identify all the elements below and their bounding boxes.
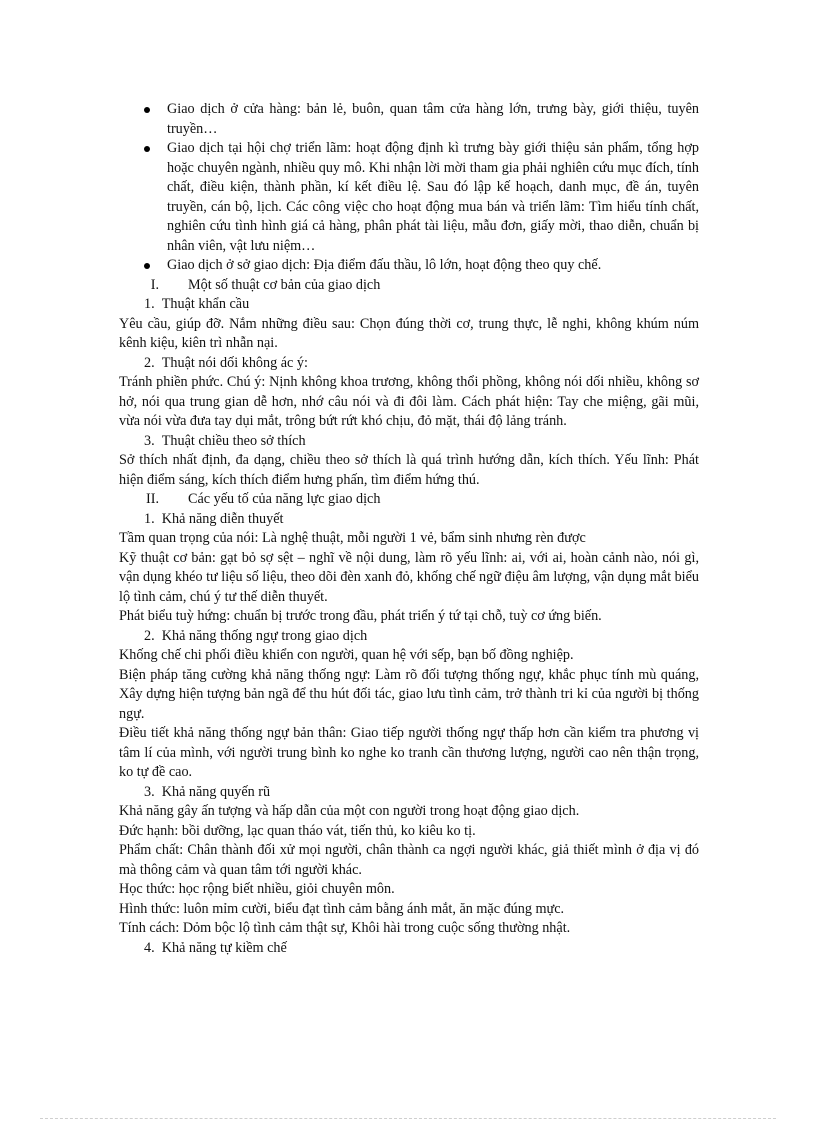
- paragraph: Học thức: học rộng biết nhiều, giỏi chuyên môn.: [119, 881, 395, 897]
- subheading: 1. Khả năng diễn thuyết: [144, 510, 284, 527]
- paragraph: Phẩm chất: Chân thành đối xử mọi người, chân thành ca ngợi người khác, giả thiết mình ở địa vị đó mà thông cảm và quan tâm tới người khác.: [119, 842, 699, 878]
- paragraph: Kỹ thuật cơ bản: gạt bỏ sợ sệt – nghĩ về nội dung, làm rõ yếu lĩnh: ai, với ai, hoàn cảnh nào, nói gì, vận dụng khéo tư liệu số liệu, theo dõi đèn xanh đỏ, khống chế ngữ điệu âm lượng, vận dụng mắt biểu lộ tình cảm, chú ý tư thế diễn thuyết.: [119, 549, 699, 605]
- section-number: I.: [150, 276, 159, 293]
- subheading: 1. Thuật khẩn cầu: [144, 296, 250, 312]
- paragraph: Khả năng gây ấn tượng và hấp dẫn của một con người trong hoạt động giao dịch.: [119, 803, 580, 819]
- section-title: Các yếu tố của năng lực giao dịch: [188, 491, 381, 507]
- paragraph: Yêu cầu, giúp đỡ. Nắm những điều sau: Chọn đúng thời cơ, trung thực, lễ nghi, không khúm núm kênh kiệu, kiên trì nhẫn nại.: [119, 315, 699, 351]
- paragraph: Phát biểu tuỳ hứng: chuẩn bị trước trong đầu, phát triển ý tứ tại chỗ, tuỳ cơ ứng biến.: [119, 608, 602, 624]
- paragraph: Điều tiết khả năng thống ngự bản thân: Giao tiếp người thống ngự thấp hơn cần kiểm tra phương vị tâm lí của mình, với người trung bình ko nghe ko tranh cần thương lượng, người cao nên thận trọng, ko tự đề cao.: [119, 725, 699, 780]
- section-title: Một số thuật cơ bản của giao dịch: [188, 276, 381, 293]
- bullet-icon: [144, 107, 150, 113]
- section-heading-2: [119, 490, 699, 510]
- list-item: Giao dịch ở sở giao dịch: Địa điểm đấu thầu, lô lớn, hoạt động theo quy chế.: [119, 256, 699, 276]
- subheading: 3. Khả năng quyến rũ: [144, 783, 271, 800]
- paragraph: Tránh phiền phức. Chú ý: Nịnh không khoa trương, không thổi phồng, không nói dối nhiều, không sơ hở, nói qua trung gian dễ hơn, nhớ câu nói và đi đôi làm. Cách phát hiện: Tay che miệng, gãi mũi, vừa nói vừa đưa tay dụi mắt, trông bứt rứt khó chịu, đỏ mặt, thái độ lảng tránh.: [119, 374, 699, 429]
- bullet-icon: [144, 263, 150, 269]
- bullet-list: [119, 100, 699, 276]
- subheading: 4. Khả năng tự kiềm chế: [144, 939, 287, 956]
- paragraph: Biện pháp tăng cường khả năng thống ngự: Làm rõ đối tượng thống ngự, khắc phục tính mù quáng, Xây dựng hiện tượng bản ngã để thu hút đối tác, giao lưu tình cảm, trở thành tri kỉ của người bị thống ngự.: [119, 666, 699, 722]
- paragraph: Tính cách: Dỏm bộc lộ tình cảm thật sự, Khôi hài trong cuộc sống thường nhật.: [119, 920, 571, 936]
- list-item: Giao dịch tại hội chợ triển lãm: hoạt động định kì trưng bày giới thiệu sản phẩm, tổng hợp hoặc chuyên ngành, nhiều quy mô. Khi nhận lời mời tham gia phải nghiên cứu mục đích, tính chất, điều kiện, thành phần, kí kết điều lệ. Sau đó lập kế hoạch, danh mục, đề án, tuyên truyền, cán bộ, lịch. Các công việc cho hoạt động mua bán và triển lãm: Tìm hiểu tính chất, nghiên cứu tình hình giá cả hàng, phân phát tài liệu, mẫu đơn, giấy mời, thao diễn, chuẩn bị nhân viên, vật lưu niệm…: [119, 139, 699, 256]
- subheading: 2. Khả năng thống ngự trong giao dịch: [144, 627, 368, 644]
- subheading: 2. Thuật nói dối không ác ý:: [144, 354, 308, 371]
- section-heading-1: [119, 276, 699, 296]
- paragraph: Sở thích nhất định, đa dạng, chiều theo sở thích là quá trình hướng dẫn, kích thích. Yếu lĩnh: Phát hiện điểm sáng, kích thích điểm hưng phấn, tìm điểm hứng thú.: [119, 452, 699, 488]
- paragraph: Khống chế chi phối điều khiển con người, quan hệ với sếp, bạn bố đồng nghiệp.: [119, 647, 574, 663]
- paragraph: Hình thức: luôn mỉm cười, biểu đạt tình cảm bằng ánh mắt, ăn mặc đúng mực.: [119, 900, 565, 917]
- bullet-icon: [144, 146, 150, 152]
- section-number: II.: [146, 491, 159, 507]
- paragraph: Đức hạnh: bồi dưỡng, lạc quan tháo vát, tiến thủ, ko kiêu ko tị.: [119, 822, 476, 839]
- subheading: 3. Thuật chiều theo sở thích: [144, 432, 306, 449]
- list-item: Giao dịch ở cửa hàng: bản lẻ, buôn, quan tâm cửa hàng lớn, trưng bày, giới thiệu, tuyên truyền…: [119, 100, 699, 139]
- page-divider: [40, 1118, 776, 1119]
- paragraph: Tầm quan trọng của nói: Là nghệ thuật, mỗi người 1 vẻ, bẩm sinh nhưng rèn được: [119, 530, 586, 546]
- document-body: [119, 100, 699, 958]
